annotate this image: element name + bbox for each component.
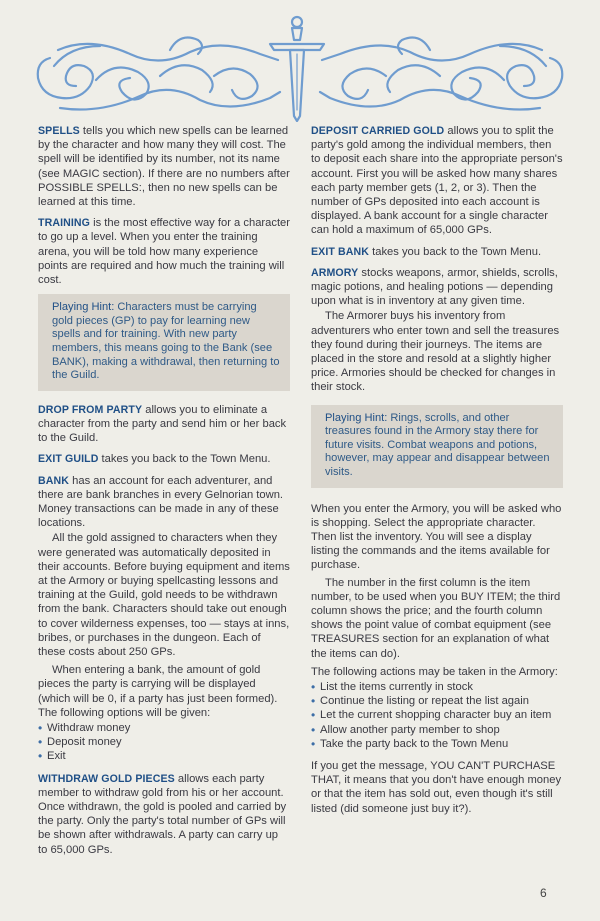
withdraw-keyword: WITHDRAW GOLD PIECES <box>38 772 175 785</box>
armory-paragraph: ARMORY stocks weapons, armor, shields, scrolls, magic potions, and healing potions — depending upon what is in inventory at any given time. <box>311 266 558 308</box>
list-item: • Let the current shopping character buy an item <box>311 708 563 722</box>
withdraw-paragraph: WITHDRAW GOLD PIECES allows each party member to withdraw gold from his or her account. Once withdrawn, the gold is pooled and carried by the party. Only the party's total number of GPs will be shown after withdrawals. A party can carry up to 65,000 GPs. <box>38 772 287 856</box>
enter-armory-paragraph: When you enter the Armory, you will be asked who is shopping. Select the appropriate character. Then list the inventory. You will see a display listing the commands and the items available for purchase. <box>311 502 562 572</box>
list-item: • Withdraw money <box>38 721 290 735</box>
exit-bank-paragraph: EXIT BANK takes you back to the Town Menu. <box>311 245 542 258</box>
playing-hint-box: Playing Hint: Characters must be carrying gold pieces (GP) to pay for learning new spells and for training. With new party members, this means going to the Bank (see BANK), making a withdrawal, then returning to the Guild. <box>38 294 290 391</box>
spells-keyword: SPELLS <box>38 125 80 137</box>
cant-purchase-paragraph: If you get the message, YOU CAN'T PURCHASE THAT, it means that you don't have enough money or that the item has sold out, even though it's still listed (did someone just buy it?). <box>311 760 562 815</box>
gold-paragraph: All the gold assigned to characters when they were generated was automatically deposited in their accounts. Before buying equipment and items at the Armory or buying spellcasting lessons and training at the Guild, gold needs to be withdrawn from the bank. Characters should take out enough to cover wilderness expenses, too — stays at inns, bribes, or purchases in the dungeon. Each of these costs about 250 GPs. <box>38 532 290 659</box>
drop-keyword: DROP FROM PARTY <box>38 403 143 416</box>
exit-guild-keyword: EXIT GUILD <box>38 453 99 466</box>
hint-label: Playing Hint: <box>52 301 115 314</box>
exit-bank-keyword: EXIT BANK <box>311 245 369 258</box>
list-item: • Allow another party member to shop <box>311 723 563 737</box>
deposit-paragraph: DEPOSIT CARRIED GOLD allows you to split the party's gold among the individual members, then to deposit each share into the appropriate person's account. First you will be asked how many shares each party member gets (1, 2, or 3). Then the number of GPs deposited into each account is displayed. A bank account for a single character can hold a maximum of 65,000 GPs. <box>311 125 563 237</box>
armory-actions-intro: The following actions may be taken in the Armory: <box>311 665 558 678</box>
bank-paragraph: BANK has an account for each adventurer, and there are bank branches in every Gelnorian town. Money transactions can be made in any of these locations. <box>38 474 284 530</box>
list-item: • Deposit money <box>38 735 290 749</box>
entering-bank-paragraph: When entering a bank, the amount of gold pieces the party is carrying will be displayed (which will be 0, if a party has just been formed). The following options will be given: <box>38 664 278 719</box>
page-number: 6 <box>540 886 547 900</box>
playing-hint-box: Playing Hint: Rings, scrolls, and other treasures found in the Armory stay there for future visits. Combat weapons and potions, however, may appear and disappear between visits. <box>311 405 563 488</box>
list-item: • List the items currently in stock <box>311 680 563 694</box>
drop-from-party-paragraph: DROP FROM PARTY allows you to eliminate a character from the party and send him or her back to the Guild. <box>38 403 287 445</box>
deposit-keyword: DEPOSIT CARRIED GOLD <box>311 125 445 137</box>
spells-paragraph: SPELLS tells you which new spells can be learned by the character and how many they will cost. The spell will be identified by its number, not its name (see MAGIC section). If there are no numbers after POSSIBLE SPELLS:, then no new spells can be learned at this time. <box>38 125 290 209</box>
exit-guild-paragraph: EXIT GUILD takes you back to the Town Menu. <box>38 453 271 466</box>
hint-label: Playing Hint: <box>325 411 388 424</box>
training-paragraph: TRAINING is the most effective way for a character to go up a level. When you enter the training arena, you will be told how many experience points are required and how much the training will cost. <box>38 217 291 287</box>
left-column <box>38 124 290 864</box>
training-keyword: TRAINING <box>38 217 90 230</box>
item-number-paragraph: The number in the first column is the item number, to be used when you BUY ITEM; the third column shows the price; and the fourth column shows the point value of combat equipment (see TREASURES section for an explanation of what the items can do). <box>311 576 561 660</box>
list-item: • Take the party back to the Town Menu <box>311 737 563 751</box>
armorer-paragraph: The Armorer buys his inventory from adventurers who enter town and sell the treasures they found during their journeys. The items are placed in the store and resold at a slightly higher price. Armories should be checked for changes in their stock. <box>311 310 560 394</box>
list-item: • Exit <box>38 749 290 763</box>
armory-actions-list <box>311 680 563 751</box>
armory-keyword: ARMORY <box>311 266 359 279</box>
bank-keyword: BANK <box>38 474 70 487</box>
bank-options-list <box>38 721 290 764</box>
right-column <box>311 124 563 823</box>
list-item: • Continue the listing or repeat the list again <box>311 694 563 708</box>
celtic-sword-ornament-icon <box>30 10 570 122</box>
